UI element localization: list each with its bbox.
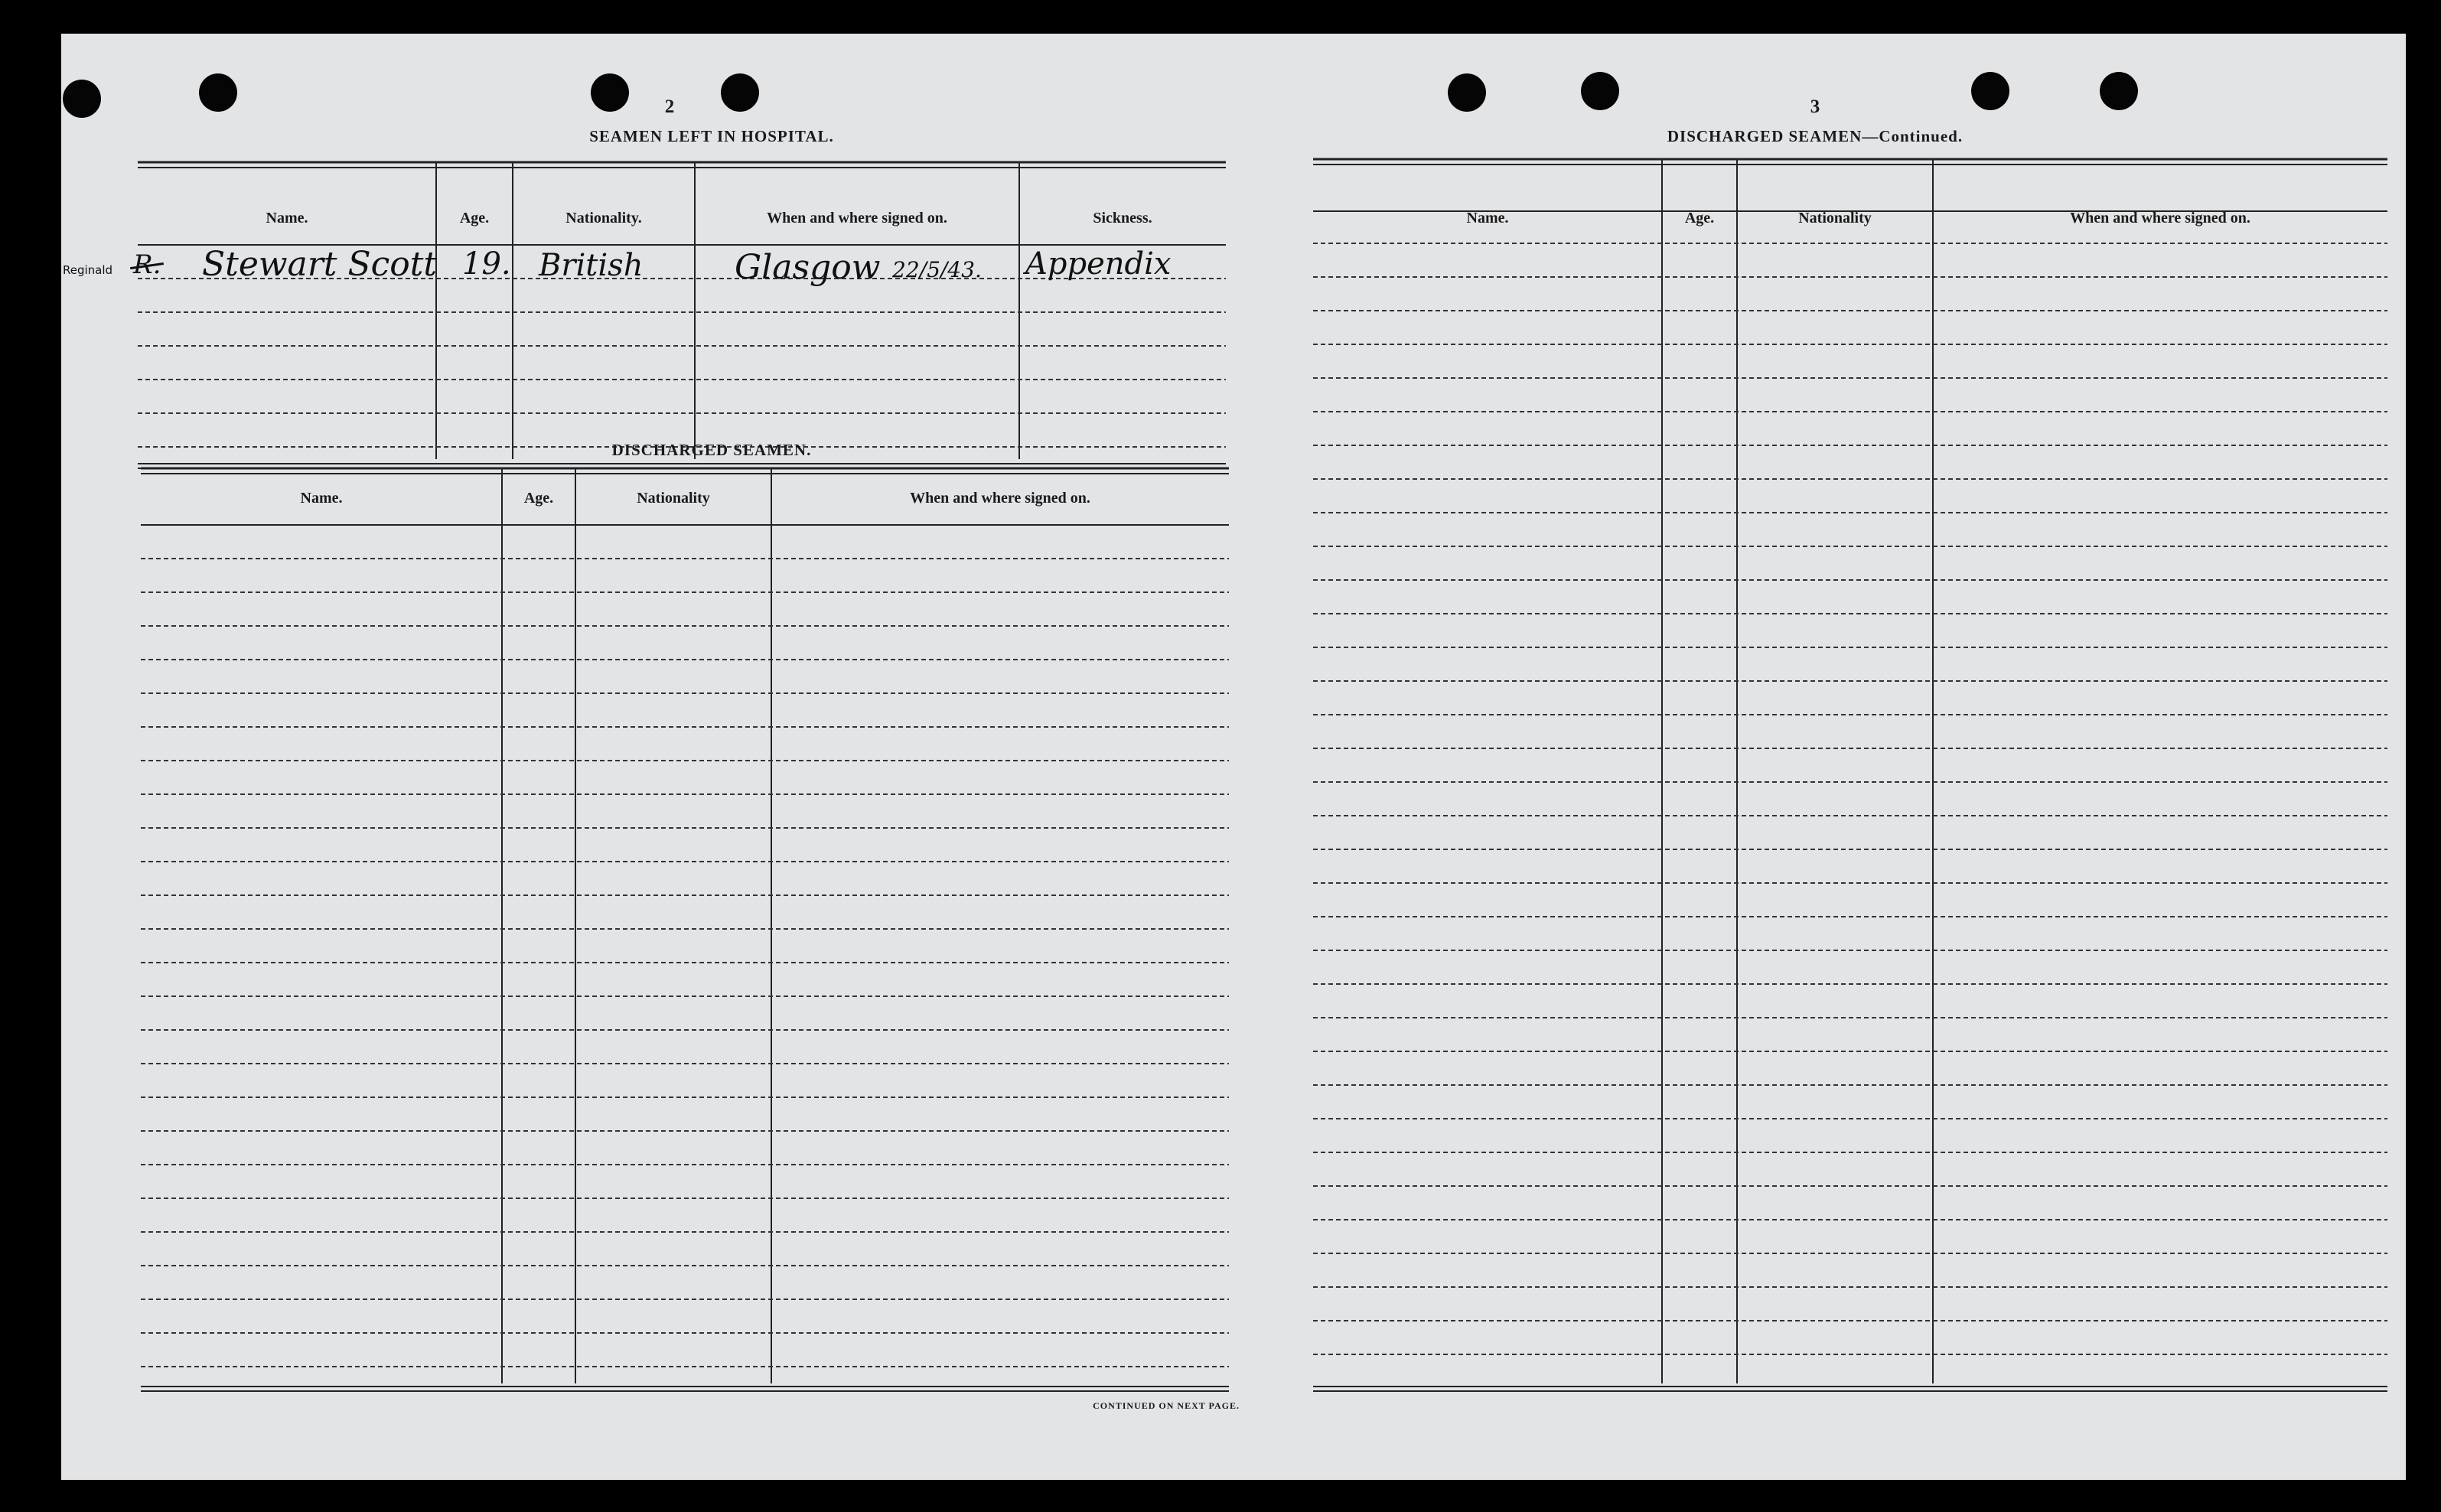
punch-hole — [591, 73, 629, 112]
hospital-table-grid — [138, 162, 1226, 468]
handwritten-name: Stewart Scott — [202, 245, 438, 284]
punch-hole — [721, 73, 759, 112]
right-col-signed-on: When and where signed on. — [2070, 210, 2250, 226]
left-page-number: 2 — [664, 96, 675, 117]
punch-hole — [2100, 72, 2138, 110]
handwritten-name-insert: Reginald — [63, 263, 113, 277]
discharged-table-left — [141, 468, 1229, 1393]
hospital-table — [63, 162, 1226, 468]
right-page-number: 3 — [1810, 96, 1820, 117]
right-section-title: DISCHARGED SEAMEN—Continued. — [1667, 127, 1964, 145]
discharged-section-title: DISCHARGED SEAMEN. — [611, 441, 812, 459]
hospital-section-title: SEAMEN LEFT IN HOSPITAL. — [589, 127, 834, 145]
handwritten-struck-initial — [133, 249, 161, 280]
punch-hole — [199, 73, 237, 112]
hospital-col-sickness: Sickness. — [1093, 210, 1152, 226]
punch-hole — [63, 80, 101, 118]
right-col-nationality: Nationality — [1798, 210, 1872, 226]
punch-hole — [1448, 73, 1486, 112]
hospital-col-nationality: Nationality. — [565, 210, 642, 226]
discharged-col-nationality: Nationality — [637, 490, 710, 507]
discharged-col-signed-on: When and where signed on. — [910, 490, 1090, 507]
continued-note: CONTINUED ON NEXT PAGE. — [1093, 1400, 1240, 1411]
discharged-table-right-grid — [1313, 159, 2387, 1393]
discharged-col-name: Name. — [300, 490, 343, 507]
hospital-col-signed-on: When and where signed on. — [767, 210, 947, 226]
handwritten-age: 19. — [462, 246, 511, 282]
punch-hole — [1581, 72, 1619, 110]
struck-initial: R. — [133, 249, 161, 280]
handwritten-sickness: Appendix — [1025, 246, 1172, 282]
discharged-col-age: Age. — [523, 490, 554, 507]
discharged-table-left-grid — [141, 468, 1229, 1393]
hospital-col-name: Name. — [266, 210, 308, 226]
punch-hole — [1971, 72, 2009, 110]
handwritten-signed-place: Glasgow — [735, 248, 881, 287]
hospital-col-age: Age. — [459, 210, 490, 226]
handwritten-signed-date: 22/5/43. — [892, 257, 982, 282]
right-col-age: Age. — [1684, 210, 1715, 226]
handwritten-nationality: British — [539, 248, 644, 283]
document-scan — [61, 34, 2406, 1480]
discharged-table-right — [1313, 159, 2387, 1393]
right-col-name: Name. — [1466, 210, 1509, 226]
